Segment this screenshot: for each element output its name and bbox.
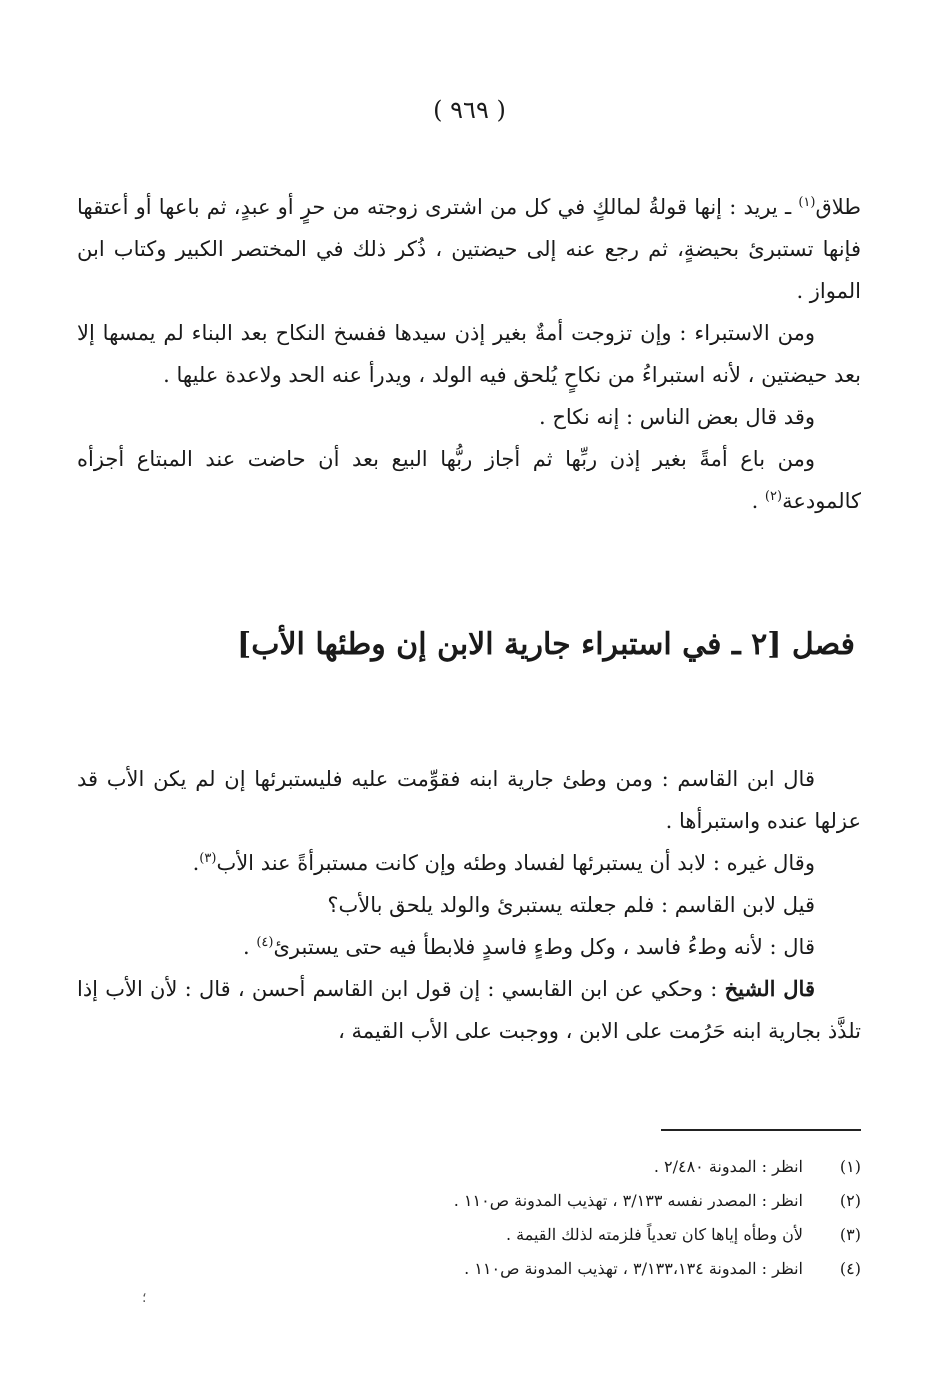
footnote-text: انظر : المدونة ٣/١٣٣،١٣٤ ، تهذيب المدونة ص١١٠ .	[464, 1259, 803, 1278]
paragraph-text: وقال غيره : لابد أن يستبرئها لفساد وطئه وإن كانت مستبرأةً عند الأب	[216, 851, 815, 875]
paragraph-sale	[77, 438, 861, 522]
paragraph-lead-word: طلاق	[815, 195, 861, 219]
footnote-item	[77, 1184, 861, 1218]
paragraph-some-people: وقد قال بعض الناس : إنه نكاح .	[538, 405, 815, 429]
paragraph-text: : وحكي عن ابن القابسي : إن قول ابن القاسم أحسن ، قال : لأن الأب إذا تلذَّذ بجارية ابنه حَرُمت على الابن ، ووجبت على الأب القيمة ،	[77, 977, 861, 1043]
footnote-ref-2[interactable]: (٢)	[764, 489, 783, 504]
footnote-item	[77, 1150, 861, 1184]
paragraph-text: ومن باع أمةً بغير إذن ربِّها ثم أجاز ربُّها البيع بعد أن حاضت عند المبتاع أجزأه كالمودعة	[77, 447, 861, 513]
footnote-item	[77, 1252, 861, 1286]
footnote-number: (٣)	[839, 1225, 861, 1244]
speaker-label: قال الشيخ	[724, 976, 815, 1001]
paragraph-ibn-qasim: قال ابن القاسم : ومن وطئ جارية ابنه فقوِّمت عليه فليستبرئها إن لم يكن الأب قد عزلها عنده واستبرأها .	[77, 767, 861, 833]
paragraph-istibra: ومن الاستبراء : وإن تزوجت أمةٌ بغير إذن سيدها ففسخ النكاح بعد البناء لم يمسها إلا بعد حيضتين ، لأنه استبراءُ من نكاحٍ يُلحق فيه الولد ، ويدرأ عنه الحد ولاعدة عليها .	[77, 321, 861, 387]
footnote-ref-3[interactable]: (٣)	[199, 851, 217, 866]
paragraph-text: قال : لأنه وطءُ فاسد ، وكل وطءٍ فاسدٍ فلابطأ فيه حتى يستبرئ	[273, 935, 815, 959]
footnotes-list	[77, 1150, 861, 1286]
paragraph-answer	[77, 926, 861, 968]
paragraph-question: قيل لابن القاسم : فلم جعلته يستبرئ والولد يلحق بالأب؟	[327, 893, 815, 917]
footnote-text: لأن وطأه إياها كان تعدياً فلزمته لذلك القيمة .	[505, 1225, 803, 1244]
footnote-ref-1[interactable]: (١)	[798, 195, 816, 210]
footnote-number: (١)	[839, 1157, 861, 1176]
section-heading: فصل [٢ ـ في استبراء جارية الابن إن وطئها الأب]	[237, 627, 855, 662]
footnote-ref-4[interactable]: (٤)	[256, 935, 274, 950]
text-block-bottom	[77, 758, 861, 1052]
margin-mark: ؛	[142, 1290, 147, 1306]
footnote-divider	[661, 1129, 861, 1131]
paragraph-end: .	[192, 851, 200, 875]
paragraph-talaq	[77, 186, 861, 312]
paragraph-shaykh	[77, 968, 861, 1052]
footnote-number: (٢)	[839, 1191, 861, 1210]
footnote-text: انظر : المصدر نفسه ٣/١٣٣ ، تهذيب المدونة ص١١٠ .	[453, 1191, 803, 1210]
text-block-top	[77, 186, 861, 522]
paragraph-others-said	[77, 842, 861, 884]
paragraph-end: .	[751, 489, 765, 513]
page-number: ( ٩٦٩ )	[433, 96, 506, 124]
paragraph-end: .	[242, 935, 257, 959]
footnote-text: انظر : المدونة ٢/٤٨٠ .	[653, 1157, 803, 1176]
paragraph-text: ـ يريد : إنها قولةُ لمالكٍ في كل من اشترى زوجته من حرٍ أو عبدٍ، ثم باعها أو أعتقها فإنها تستبرئ بحيضةٍ، ثم رجع عنه إلى حيضتين ، ذُكر ذلك في المختصر الكبير وكتاب ابن المواز .	[77, 195, 861, 303]
footnote-number: (٤)	[839, 1259, 861, 1278]
footnote-item	[77, 1218, 861, 1252]
